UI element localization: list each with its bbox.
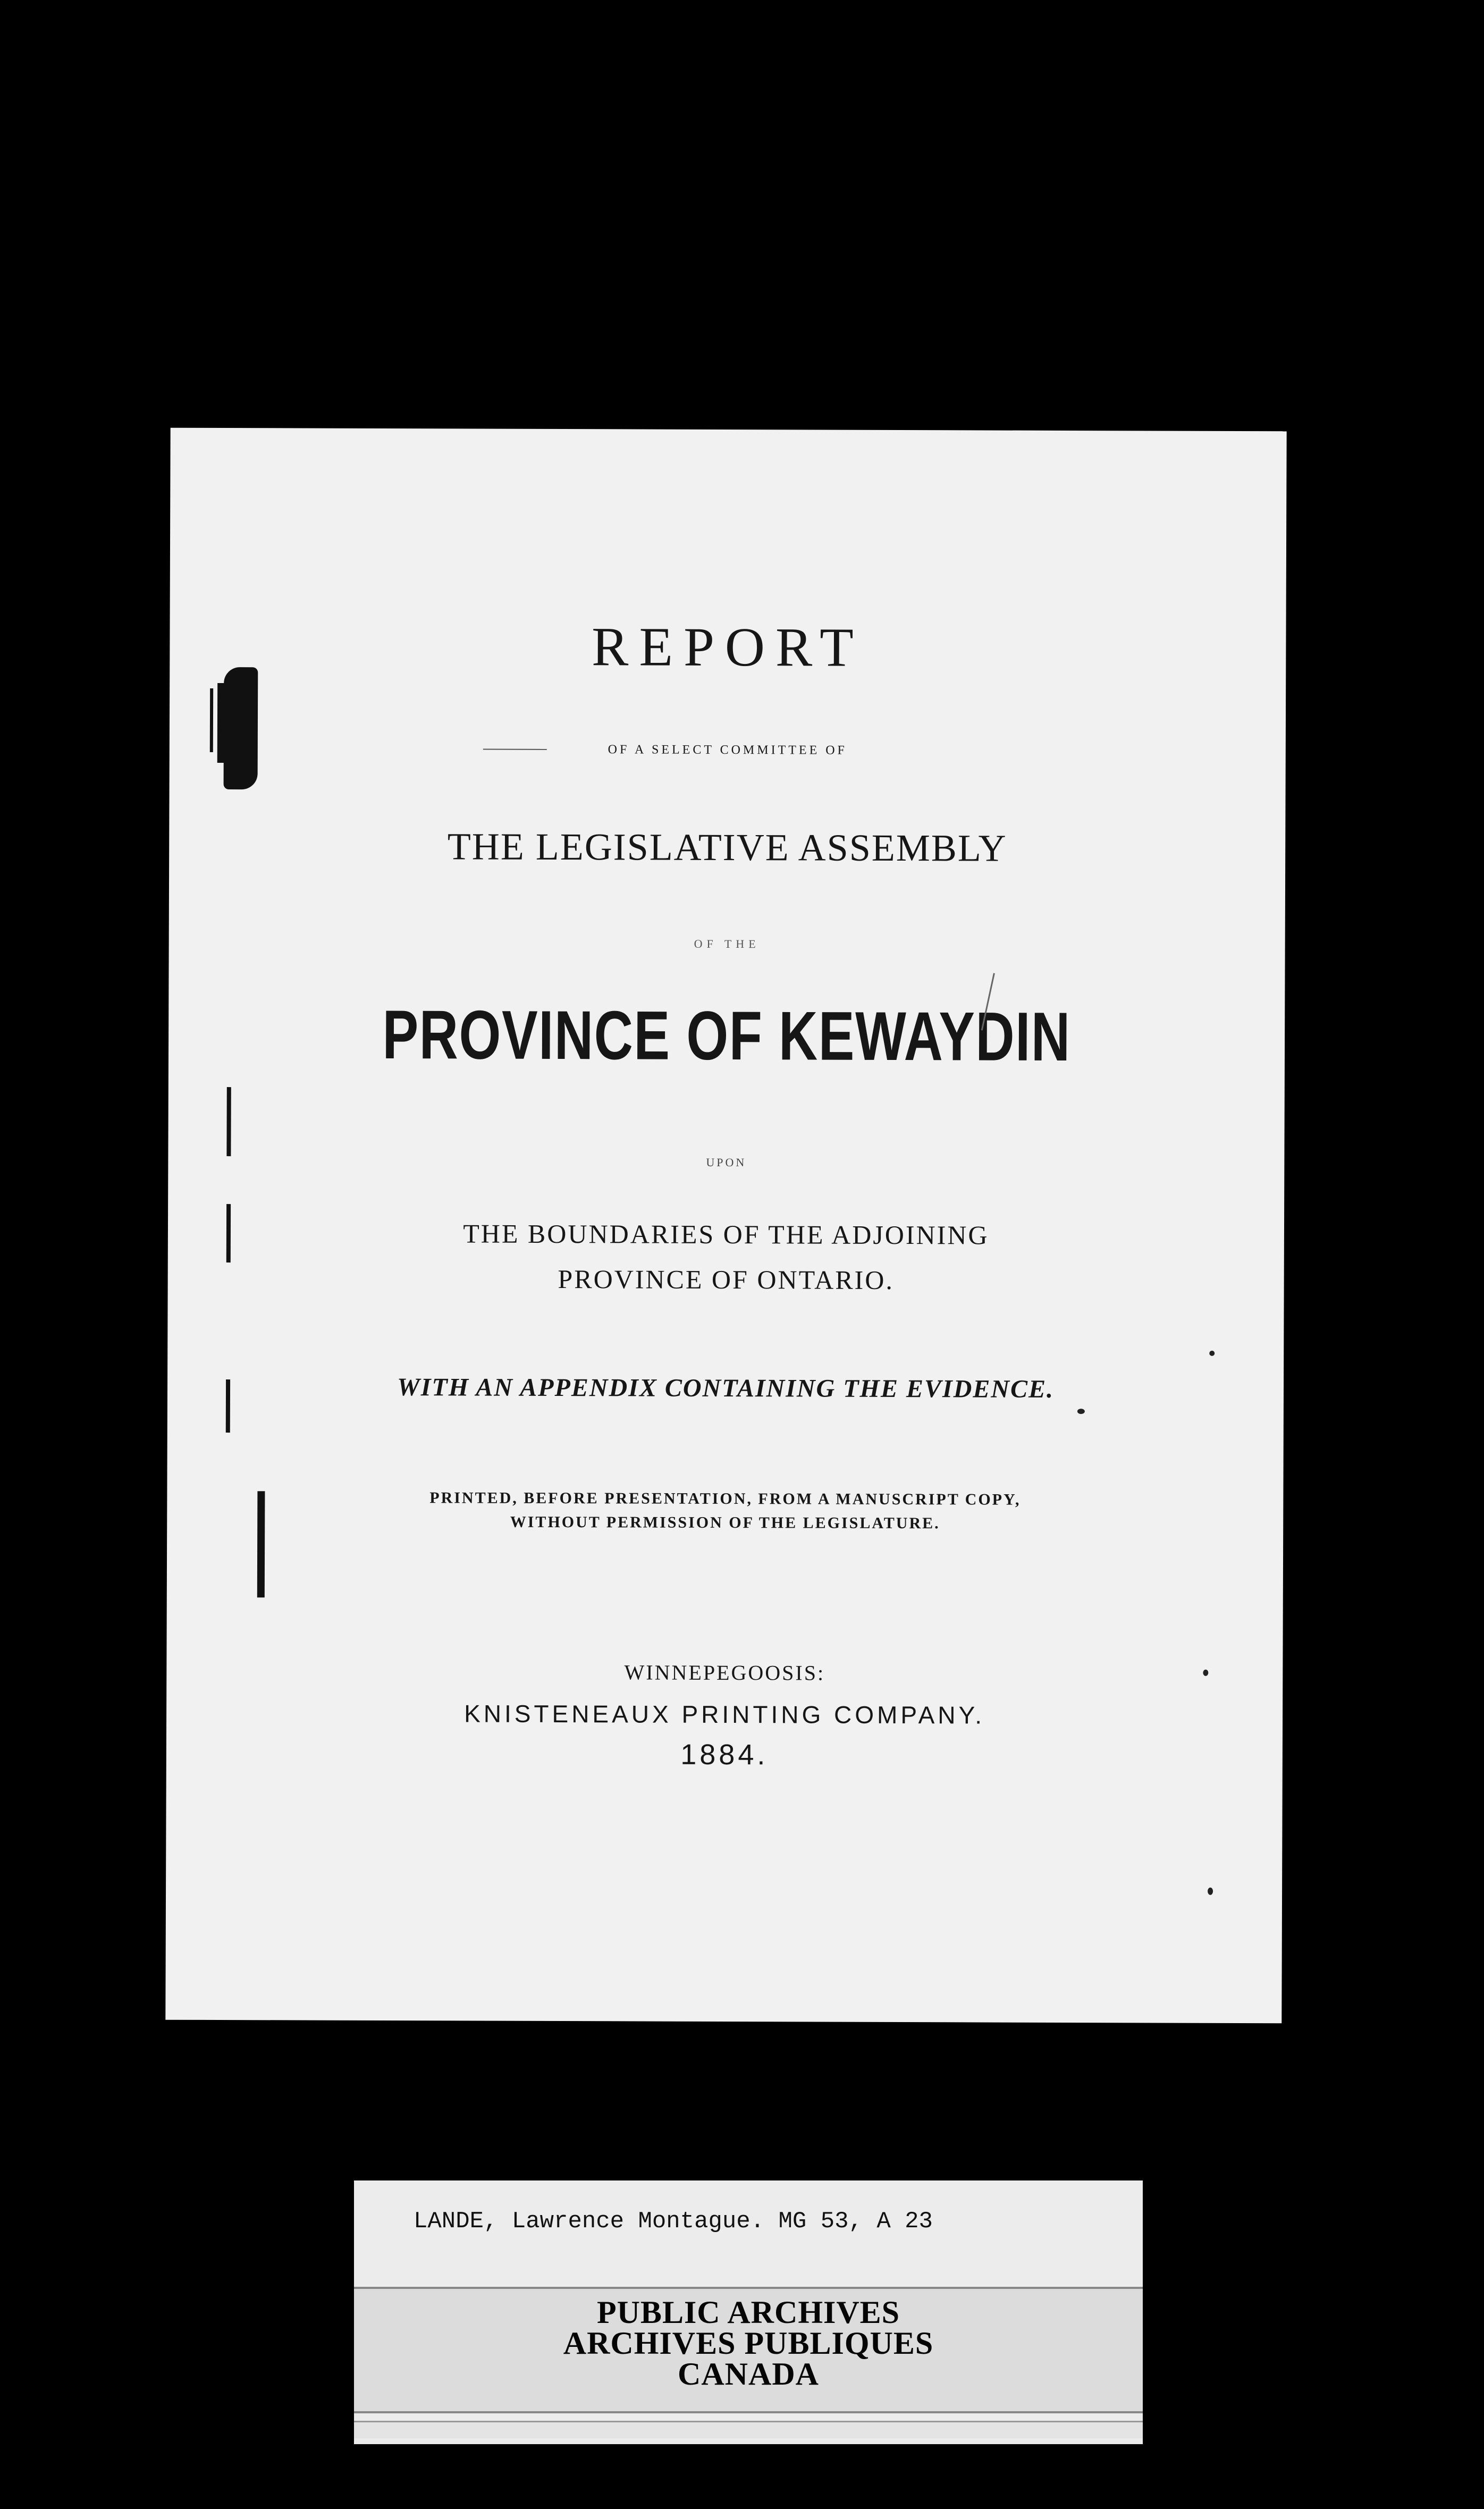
archive-label-card [354,2180,1143,2444]
boundaries-line-2: PROVINCE OF ONTARIO. [558,1264,894,1295]
appendix-line: WITH AN APPENDIX CONTAINING THE EVIDENCE. [397,1373,1055,1403]
label-card-edge [354,2421,1143,2438]
archive-stamp [354,2287,1143,2413]
boundaries-line-1: THE BOUNDARIES OF THE ADJOINING [463,1218,989,1250]
of-the-line: OF THE [694,937,760,951]
report-heading: REPORT [591,616,864,678]
imprint-year: 1884. [680,1738,769,1771]
paper-speck [1208,1888,1213,1895]
imprint-place: WINNEPEGOOSIS: [624,1660,825,1685]
printed-notice-line-1: PRINTED, BEFORE PRESENTATION, FROM A MANUSCRIPT COPY, [429,1489,1021,1509]
assembly-line: THE LEGISLATIVE ASSEMBLY [447,825,1007,870]
stamp-line-1: PUBLIC ARCHIVES [596,2295,900,2330]
title-block [165,428,1286,2024]
stamp-line-3: CANADA [678,2356,819,2392]
paper-speck [1203,1670,1208,1676]
stamp-line-2: ARCHIVES PUBLIQUES [563,2326,934,2361]
upon-line: UPON [706,1155,747,1169]
paper-speck [1209,1351,1215,1356]
printed-notice-line-2: WITHOUT PERMISSION OF THE LEGISLATURE. [510,1513,940,1533]
archive-citation: LANDE, Lawrence Montague. MG 53, A 23 [414,2208,933,2235]
paper-speck [1077,1409,1085,1414]
province-title: PROVINCE OF KEWAYDIN [382,995,1071,1076]
imprint-publisher: KNISTENEAUX PRINTING COMPANY. [464,1699,985,1729]
title-page [165,428,1286,2024]
select-committee-line: OF A SELECT COMMITTEE OF [608,743,847,757]
